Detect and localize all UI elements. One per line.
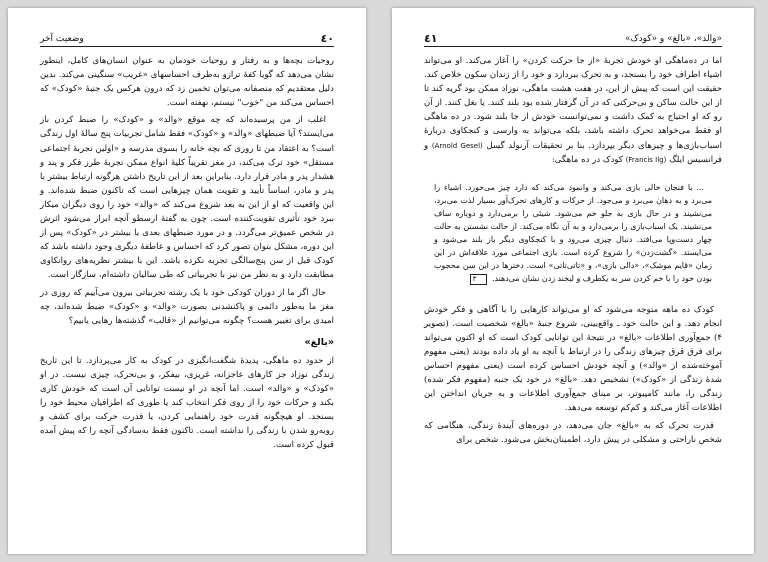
intro-paragraph (424, 54, 722, 167)
intro-text: اما در ده‌ماهگی او خودش تجربهٔ «از جا حرکت کردن» را آغاز می‌کند. او می‌تواند اشیاء اطراف خود را بسنجد، و به تحرک ببردازد و خود را از زندان سکون خلاص کند. حقیقت این است که پیش از این، در هفت هشت ماهگی، نوزاد ممکن بود گریه کند تا از این حالت ساکن و بی‌حرکتی که در آن گرفتار شده بود بلند کنند. یا بغل کنند. از آن رو که او احتیاج به کمک داشت و نمی‌توانست خودش از جا بلند شود. در ده ماهگی او فقط می‌خواهد تحرک داشته باشد، بلکه می‌تواند به وارسی و کنجکاوی دربارهٔ اسباب‌بازی‌ها و چیزهای دیگر بپردازد. بنا بر تحقیقات آرنولد گسل (424, 56, 722, 151)
page-number-left: ٤٠ (320, 32, 334, 45)
section-title: «بالغ» (304, 336, 334, 348)
right-page-body (424, 54, 722, 546)
paragraph: از حدود ده ماهگی، پدیدهٔ شگفت‌انگیزی در کودک به کار می‌پردازد. تا این تاریخ زندگی نوزاد جز کارهای عاجزانه، غریزی، بیفکر، و بی‌تحرک، چیزی نیست. در او «کودک» و «والد» است. اما آنچه در او نیست توانایی آن است که خودش کاری بکند و حرکات خود را از روی فکر انتخاب کند یا طوری که اطرافیان محیط خود را بسنجد. او هیچگونه قدرت خود راهنمایی کردن، یا قدرت حرکت برای کشف و روبه‌رو شدن با زندگی را نداشته است. تاکنون فقط به‌سادگی آنچه را که پیش آمده قبول کرده است. (40, 355, 334, 451)
paragraph: اغلب از من پرسیده‌اند که چه موقع «والد» و «کودک» را ضبط کردن باز می‌ایستد؟ آیا ضبطهای «والد» و «کودک» فقط شامل تجربیات پنج سالهٔ اول زندگی است؟ به اعتقاد من تا روزی که بچه خانه را بسوی مدرسه و «اولین تجربهٔ اجتماعی مستقل» خود ترک می‌کند، در مغز تقریباً کلیهٔ انواع ممکن تجربهٔ طرز فکر و پند و هشدار پدر و مادر قرار دارد. بنابراین بعد از این تاریخ داشتن هرگونه ارتباط بیشتر با پدر و مادر، اساساً تأیید و تقویت همان چیزهایی است که تاکنون ضبط شده‌اند. و این واقعیت که او از این به بعد شروع می‌کند که «والد» خود را روی دیگران میکار ببرد خود تأثیری تقویت‌کننده است. چون به گفتهٔ ارسطو آنچه ابراز می‌شود اثرش در شخص عمیق‌تر می‌گردد. و در مورد ضبطهای بعدی یا بیشتر در «کودک» پس از این دوره، مشکل بتوان تصور کرد که احساس و عاطفهٔ دیگری وجود داشته باشد که کودک قبل از سن پنج‌سالگی تجربه نکرده باشد. این با بیشتر نظریه‌های روانکاوی مطابقت دارد و به نظر من نیز با تجربیاتی که طی سالیان داشته‌ام، سازگار است. (40, 115, 334, 281)
paragraph: روحیات بچه‌ها و به رفتار و روحیات خودمان به عنوان انسان‌های کامل، اینطور نشان می‌دهد که گویا کفهٔ ترازو به‌طرف احساسهای «غریب» سنگینی می‌کند. بدین دلیل معتقدیم که منصفانه می‌توان تخمین زد که درون هرکس یک جنبهٔ «کودک» که احساس می‌کند من "خوب" نیستم، نهفته است. (40, 56, 334, 109)
running-head-right: «والد»، «بالغ» و «کودک» (625, 34, 722, 44)
paragraph: کودک ده ماهه متوجه می‌شود که او می‌تواند کارهایی را با آگاهی و فکر خودش انجام دهد. و این حالت خود ـ واقع‌بینی، شروع جنبهٔ «بالغ» شخصیت است. (تصویر ۴) جمع‌آوری اطلاعات «بالغ» در نتیجهٔ این توانایی کودک است که او اکنون می‌تواند برای فرق قرق چیزهای زندگی را در ارتباط با آنچه به او یاد داده بودند (یعنی مفهوم آموخته‌شده از «والد») و آنچه خودش احساس کرده است (یعنی مفهوم احساس شدهٔ زندگی از «کودک») تشخیص دهد. «بالغ» در خود یک جنبه (مفهوم فکر شده) زندگی را، مانند کامپیوتر، بر مبنای جمع‌آوری اطلاعات و به جریان انداختن این اطلاعات آغاز می‌کند و کم‌کم توسعه می‌دهد. (424, 304, 722, 414)
left-page-header (40, 30, 334, 47)
left-page-body (40, 54, 334, 546)
quote-text: ... با فنجان خالی بازی می‌کند و وانمود می‌کند که دارد چیز می‌خورد. اشیاء را می‌برد و به دهان می‌برد و می‌جود. از حرکات و کارهای تحرک‌آور بسیار لذت می‌برد، می‌نشیند و در حال بازی به جلو خم می‌شود. شیئی را برمی‌دارد و دوباره ساف می‌نشیند. یک اسباب‌بازی را برمی‌دارد و به آن نگاه می‌کند. از حالت نشستن به حالت چهار دست‌وپا می‌افتد. دنبال چیزی می‌رود و با کنجکاوی دیگر باز بلند می‌شود و می‌ایستد. «گشت‌زدن» را شروع کرده است. بازی اجتماعی مورد علاقه‌اش در این زمان «قایم موشک»، «دالی بازی»، و «تاتی‌تاتی» است. دخترها در این سن محجوب بودن خود را با خم کردن سر به یکطرف و لبخند زدن نشان می‌دهند. (434, 182, 712, 283)
paragraph: حال اگر ما از دوران کودکی خود با یک رشته تجربیاتی بیرون می‌آییم که روزی در مغز ما به‌طور دائمی و پاکنشدنی بصورت «والد» و «کودک» ضبط شده‌اند، چه امیدی برای تغییر هست؟ چگونه می‌توانیم از «قالب» گذشته‌ها رهایی یابیم؟ (40, 287, 334, 326)
right-page-header (424, 30, 722, 47)
intro-end-text: کودک در ده ماهگی: (551, 154, 623, 165)
right-page (392, 8, 754, 554)
paragraph: قدرت تحرک که به «بالغ» جان می‌دهد، در دوره‌های آیندهٔ زندگی، هنگامی که شخص ناراحتی و مشکلی در پیش دارد، اطمینان‌بخش می‌شود. شخص برای (424, 420, 722, 445)
gesell-name: (Arnold Gesel) (431, 141, 483, 150)
page-number-right: ٤١ (424, 32, 438, 45)
intro-mid-text: و فرانسیس ایلگ (424, 140, 722, 165)
left-page (8, 8, 366, 554)
block-quote (434, 181, 712, 285)
reference-marker: ۳ (470, 274, 488, 285)
running-head-left: وضعیت آخر (40, 34, 84, 44)
ilg-name: (Francis Ilg) (625, 155, 667, 164)
